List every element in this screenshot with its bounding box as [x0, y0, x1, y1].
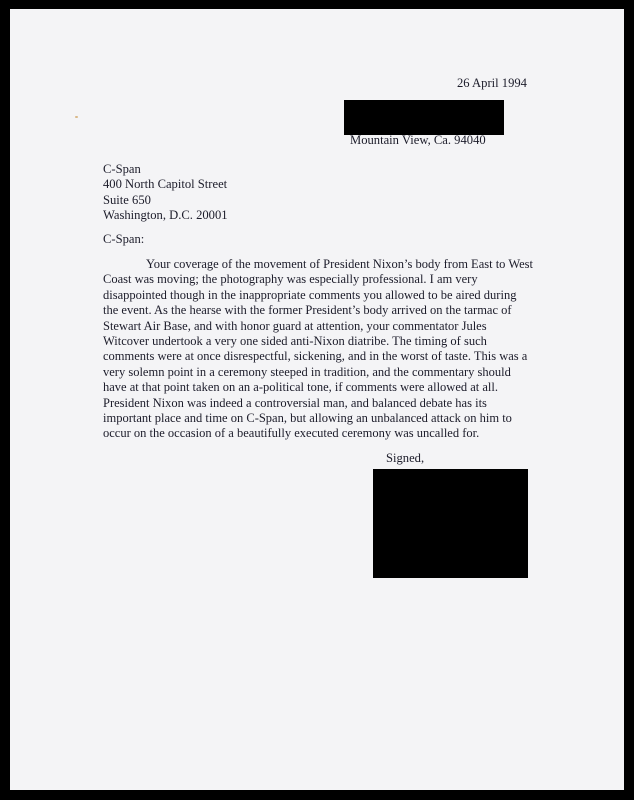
closing: Signed, — [386, 451, 425, 465]
letter-body: Your coverage of the movement of President Nixon’s body from East to West Coast was moving; the photography was especially professional. I am very disappointed though in the inappropriate comments you allowed to be aired during the event. As the hearse with the former President’s body arrived on the tarmac of Stewart Air Base, and with honor guard at attention, your commentator Jules Witcover undertook a very one sided anti-Nixon diatribe. The timing of such comments were at once disrespectful, sickening, and in the worst of taste. This was a very solemn point in a ceremony steeped in tradition, and the commentary should have at that point taken on an a-political tone, if comments were allowed at all. President Nixon was indeed a controversial man, and balanced debate has its important place and time on C-Span, but allowing an unbalanced attack on him to occur on the occasion of a beautifully executed ceremony was uncalled for. — [103, 257, 534, 441]
redacted-sender-name-block — [344, 100, 504, 135]
letter-date: 26 April 1994 — [457, 76, 527, 90]
redacted-signature-block — [373, 469, 528, 578]
recipient-suite: Suite 650 — [103, 192, 151, 207]
recipient-city: Washington, D.C. 20001 — [103, 208, 228, 223]
recipient-street: 400 North Capitol Street — [103, 177, 228, 192]
recipient-name: C-Span — [103, 162, 141, 176]
letter-page — [10, 9, 624, 790]
paper-speck — [75, 116, 78, 118]
salutation: C-Span: — [103, 232, 145, 246]
recipient-address — [103, 162, 228, 224]
sender-city: Mountain View, Ca. 94040 — [350, 133, 486, 147]
